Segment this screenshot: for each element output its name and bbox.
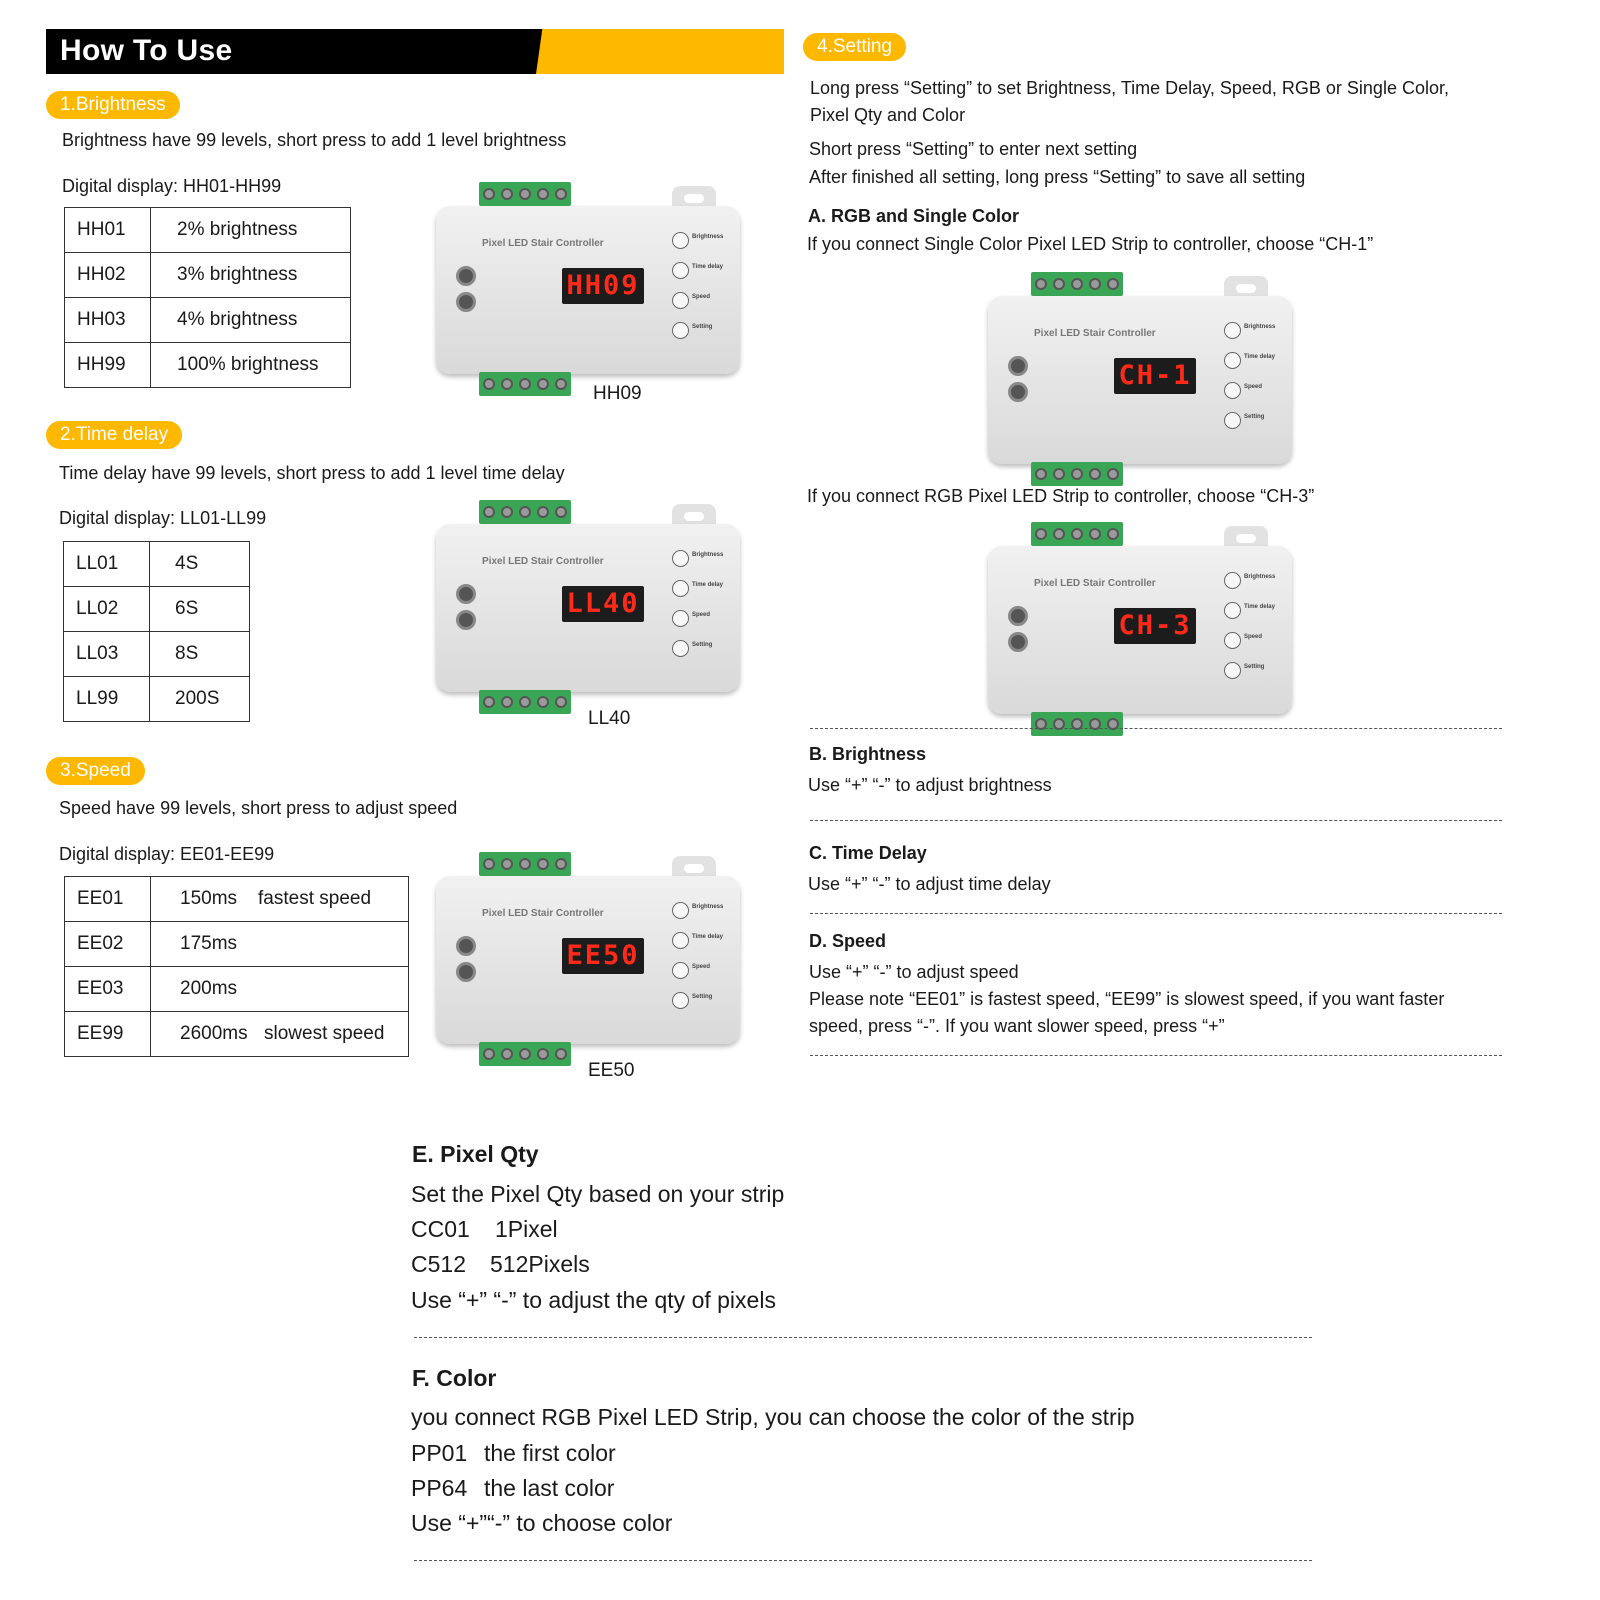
table-row bbox=[65, 208, 351, 253]
sensor-port-icon bbox=[456, 584, 476, 604]
device-button-label: Speed bbox=[1244, 384, 1263, 390]
time-delay-table bbox=[63, 541, 250, 722]
sensor-port-icon bbox=[456, 962, 476, 982]
speed-desc: Speed have 99 levels, short press to adjust speed bbox=[59, 798, 458, 818]
speed-display: Digital display: EE01-EE99 bbox=[59, 844, 275, 864]
device-button-label: Brightness bbox=[692, 234, 724, 240]
device-button-speed bbox=[1224, 382, 1241, 399]
controller-image-ll40 bbox=[434, 500, 744, 720]
pixel-qty-code-2: C512 bbox=[411, 1251, 466, 1277]
section-pill-brightness: 1.Brightness bbox=[46, 91, 180, 119]
device-button-time-delay bbox=[672, 580, 689, 597]
device-button-label: Brightness bbox=[1244, 574, 1276, 580]
device-button-speed bbox=[672, 610, 689, 627]
pixel-qty-text-2: 512Pixels bbox=[490, 1251, 590, 1277]
setting-d-note2: speed, press “-”. If you want slower speed, press “+” bbox=[809, 1016, 1225, 1036]
setting-p1a: Long press “Setting” to set Brightness, Time Delay, Speed, RGB or Single Color, bbox=[810, 78, 1449, 98]
divider bbox=[810, 820, 1502, 821]
table-row bbox=[65, 298, 351, 343]
device-button-brightness bbox=[672, 232, 689, 249]
terminal-block-bottom bbox=[479, 1042, 571, 1066]
table-cell: EE02 bbox=[65, 922, 151, 967]
sensor-port-icon bbox=[456, 292, 476, 312]
table-cell: 200S bbox=[150, 677, 250, 722]
color-text-2: the last color bbox=[484, 1475, 615, 1501]
controller-image-ch3 bbox=[986, 522, 1296, 742]
header-bar bbox=[46, 29, 784, 74]
time-delay-display: Digital display: LL01-LL99 bbox=[59, 508, 267, 528]
brightness-table bbox=[64, 207, 351, 388]
sensor-port-icon bbox=[1008, 632, 1028, 652]
table-row bbox=[65, 253, 351, 298]
device-button-setting bbox=[1224, 662, 1241, 679]
table-row bbox=[65, 343, 351, 388]
device-button-label: Time delay bbox=[1244, 354, 1275, 360]
device-button-speed bbox=[672, 292, 689, 309]
divider bbox=[414, 1337, 1312, 1338]
sensor-port-icon bbox=[456, 266, 476, 286]
device-button-label: Setting bbox=[1244, 664, 1265, 670]
sensor-port-icon bbox=[456, 610, 476, 630]
device-button-setting bbox=[1224, 412, 1241, 429]
brightness-desc: Brightness have 99 levels, short press to add 1 level brightness bbox=[62, 130, 567, 150]
device-button-brightness bbox=[1224, 572, 1241, 589]
pixel-qty-code-1: CC01 bbox=[411, 1216, 470, 1242]
device-button-label: Time delay bbox=[692, 264, 723, 270]
terminal-block-bottom bbox=[479, 372, 571, 396]
table-cell: 150ms bbox=[180, 888, 238, 909]
terminal-block-bottom bbox=[1031, 462, 1123, 486]
color-code-2: PP64 bbox=[411, 1475, 468, 1501]
terminal-block-bottom bbox=[1031, 712, 1123, 736]
setting-d-note1: Please note “EE01” is fastest speed, “EE99” is slowest speed, if you want faster bbox=[809, 989, 1445, 1009]
device-button-speed bbox=[672, 962, 689, 979]
pixel-qty-l1: Set the Pixel Qty based on your strip bbox=[411, 1181, 785, 1207]
table-cell: 3% brightness bbox=[151, 253, 351, 298]
section-pill-setting: 4.Setting bbox=[803, 33, 906, 61]
terminal-block-top bbox=[479, 852, 571, 876]
table-row bbox=[64, 677, 250, 722]
table-cell: HH01 bbox=[65, 208, 151, 253]
pixel-qty-text-1: 1Pixel bbox=[495, 1216, 558, 1242]
device-button-label: Speed bbox=[1244, 634, 1263, 640]
pixel-qty-title: E. Pixel Qty bbox=[412, 1141, 539, 1167]
setting-p1b: Pixel Qty and Color bbox=[810, 105, 966, 125]
table-cell: HH03 bbox=[65, 298, 151, 343]
color-text-1: the first color bbox=[484, 1440, 616, 1466]
terminal-block-top bbox=[479, 500, 571, 524]
terminal-block-top bbox=[1031, 272, 1123, 296]
table-cell: 8S bbox=[150, 632, 250, 677]
device-button-time-delay bbox=[1224, 352, 1241, 369]
table-cell: HH02 bbox=[65, 253, 151, 298]
speed-table bbox=[64, 876, 409, 1057]
table-cell: EE99 bbox=[65, 1012, 151, 1057]
controller-name: Pixel LED Stair Controller bbox=[482, 556, 604, 567]
setting-a-title: A. RGB and Single Color bbox=[808, 206, 1020, 226]
setting-p3: After finished all setting, long press “Setting” to save all setting bbox=[809, 167, 1306, 187]
device-button-label: Brightness bbox=[692, 904, 724, 910]
pixel-qty-l4: Use “+” “-” to adjust the qty of pixels bbox=[411, 1287, 776, 1313]
device-button-brightness bbox=[1224, 322, 1241, 339]
table-row bbox=[65, 967, 409, 1012]
device-button-label: Time delay bbox=[692, 582, 723, 588]
table-cell-note: slowest speed bbox=[264, 1023, 385, 1044]
table-cell: 100% brightness bbox=[151, 343, 351, 388]
controller-name: Pixel LED Stair Controller bbox=[482, 238, 604, 249]
table-cell: 175ms bbox=[180, 933, 238, 954]
device-button-label: Brightness bbox=[692, 552, 724, 558]
controller-name: Pixel LED Stair Controller bbox=[1034, 328, 1156, 339]
setting-b-title: B. Brightness bbox=[809, 744, 927, 764]
device-button-label: Time delay bbox=[1244, 604, 1275, 610]
color-title: F. Color bbox=[412, 1365, 497, 1391]
table-cell: 2600ms bbox=[180, 1023, 248, 1044]
led-display: EE50 bbox=[562, 938, 644, 974]
controller-image-ch1 bbox=[986, 272, 1296, 492]
table-cell: 4S bbox=[150, 542, 250, 587]
device-button-setting bbox=[672, 640, 689, 657]
time-delay-desc: Time delay have 99 levels, short press to add 1 level time delay bbox=[59, 463, 565, 483]
device-button-setting bbox=[672, 322, 689, 339]
setting-a-rgb: If you connect RGB Pixel LED Strip to controller, choose “CH-3” bbox=[807, 486, 1315, 506]
sensor-port-icon bbox=[1008, 382, 1028, 402]
device-button-label: Setting bbox=[692, 994, 713, 1000]
sensor-port-icon bbox=[1008, 356, 1028, 376]
device-button-setting bbox=[672, 992, 689, 1009]
table-cell: LL02 bbox=[64, 587, 150, 632]
device-button-label: Speed bbox=[692, 964, 711, 970]
device-caption-ll40: LL40 bbox=[588, 708, 631, 729]
led-display: CH-1 bbox=[1114, 358, 1196, 394]
table-cell: LL03 bbox=[64, 632, 150, 677]
device-button-label: Brightness bbox=[1244, 324, 1276, 330]
section-pill-speed: 3.Speed bbox=[46, 757, 145, 785]
header-accent bbox=[536, 29, 784, 74]
table-row bbox=[65, 877, 409, 922]
table-cell: LL99 bbox=[64, 677, 150, 722]
device-button-label: Speed bbox=[692, 612, 711, 618]
table-cell-note: fastest speed bbox=[258, 888, 372, 909]
led-display: HH09 bbox=[562, 268, 644, 304]
device-caption-hh09: HH09 bbox=[593, 383, 642, 404]
controller-name: Pixel LED Stair Controller bbox=[482, 908, 604, 919]
table-row bbox=[65, 922, 409, 967]
setting-b-text: Use “+” “-” to adjust brightness bbox=[808, 775, 1052, 795]
table-row bbox=[64, 632, 250, 677]
table-cell: HH99 bbox=[65, 343, 151, 388]
divider bbox=[810, 728, 1502, 729]
controller-name: Pixel LED Stair Controller bbox=[1034, 578, 1156, 589]
device-button-label: Time delay bbox=[692, 934, 723, 940]
controller-image-ee50 bbox=[434, 852, 744, 1072]
led-display: CH-3 bbox=[1114, 608, 1196, 644]
terminal-block-bottom bbox=[479, 690, 571, 714]
device-button-label: Setting bbox=[692, 642, 713, 648]
table-cell: 4% brightness bbox=[151, 298, 351, 343]
device-caption-ee50: EE50 bbox=[588, 1060, 635, 1081]
table-row bbox=[65, 1012, 409, 1057]
table-cell: EE01 bbox=[65, 877, 151, 922]
led-display: LL40 bbox=[562, 586, 644, 622]
setting-a-single: If you connect Single Color Pixel LED Strip to controller, choose “CH-1” bbox=[807, 234, 1374, 254]
divider bbox=[810, 1055, 1502, 1056]
section-pill-time-delay: 2.Time delay bbox=[46, 421, 182, 449]
color-l4: Use “+”“-” to choose color bbox=[411, 1510, 673, 1536]
device-button-time-delay bbox=[672, 932, 689, 949]
device-button-speed bbox=[1224, 632, 1241, 649]
sensor-port-icon bbox=[456, 936, 476, 956]
setting-d-text: Use “+” “-” to adjust speed bbox=[809, 962, 1019, 982]
setting-p2: Short press “Setting” to enter next setting bbox=[809, 139, 1138, 159]
table-cell: 2% brightness bbox=[151, 208, 351, 253]
table-cell: 200ms bbox=[180, 978, 238, 999]
table-row bbox=[64, 542, 250, 587]
device-button-label: Setting bbox=[692, 324, 713, 330]
divider bbox=[414, 1560, 1312, 1561]
table-cell: LL01 bbox=[64, 542, 150, 587]
device-button-time-delay bbox=[672, 262, 689, 279]
table-cell: EE03 bbox=[65, 967, 151, 1012]
device-button-label: Speed bbox=[692, 294, 711, 300]
terminal-block-top bbox=[479, 182, 571, 206]
color-l1: you connect RGB Pixel LED Strip, you can choose the color of the strip bbox=[411, 1404, 1135, 1430]
table-cell: 6S bbox=[150, 587, 250, 632]
device-button-label: Setting bbox=[1244, 414, 1265, 420]
divider bbox=[810, 913, 1502, 914]
table-row bbox=[64, 587, 250, 632]
device-button-time-delay bbox=[1224, 602, 1241, 619]
sensor-port-icon bbox=[1008, 606, 1028, 626]
setting-c-title: C. Time Delay bbox=[809, 843, 927, 863]
setting-c-text: Use “+” “-” to adjust time delay bbox=[808, 874, 1051, 894]
brightness-display: Digital display: HH01-HH99 bbox=[62, 176, 282, 196]
terminal-block-top bbox=[1031, 522, 1123, 546]
setting-d-title: D. Speed bbox=[809, 931, 887, 951]
device-button-brightness bbox=[672, 550, 689, 567]
color-code-1: PP01 bbox=[411, 1440, 468, 1466]
device-button-brightness bbox=[672, 902, 689, 919]
page-title: How To Use bbox=[60, 34, 233, 67]
controller-image-hh09 bbox=[434, 182, 744, 402]
